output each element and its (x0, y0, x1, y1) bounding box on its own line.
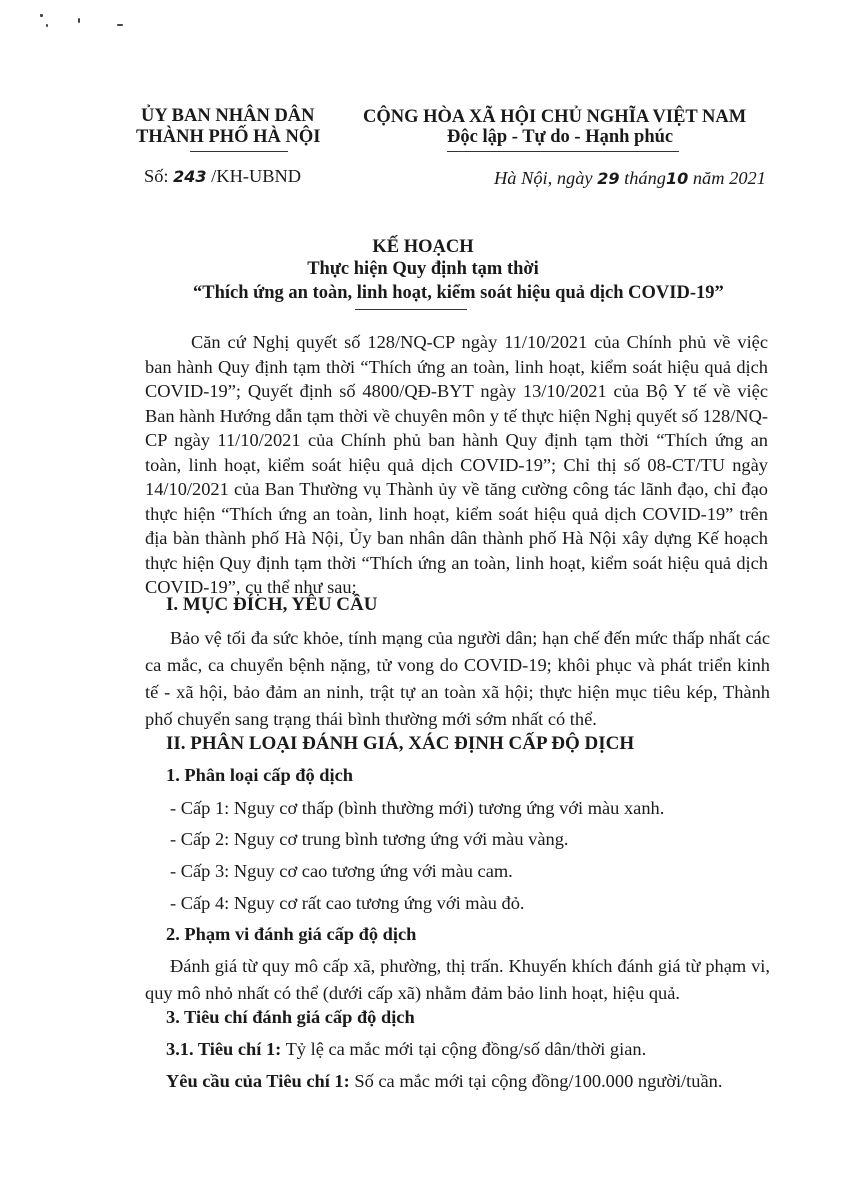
plan-subtitle-1: Thực hiện Quy định tạm thời (307, 259, 539, 279)
scan-mark (40, 14, 43, 17)
requirement-text: Số ca mắc mới tại cộng đồng/100.000 người/tuần. (354, 1071, 723, 1091)
agency-underline (190, 151, 288, 152)
scan-mark (78, 18, 80, 23)
level-item: - Cấp 4: Nguy cơ rất cao tương ứng với màu đỏ. (170, 893, 525, 913)
section-1-body: Bảo vệ tối đa sức khỏe, tính mạng của người dân; hạn chế đến mức thấp nhất các ca mắc, ca chuyển bệnh nặng, tử vong do COVID-19; khôi phục và phát triển kinh tế - xã hội, bảo đảm an ninh, trật tự an toàn xã hội; thực hiện mục tiêu kép, Thành phố chuyển sang trạng thái bình thường mới sớm nhất có thể. (145, 628, 770, 729)
title-underline (355, 309, 467, 310)
scan-mark (46, 24, 48, 27)
document-date: Hà Nội, ngày 29 tháng10 năm 2021 (494, 168, 766, 188)
plan-title: KẾ HOẠCH (372, 237, 474, 257)
document-number-handwritten: 243 (173, 167, 207, 186)
criterion-1-text: Tỷ lệ ca mắc mới tại cộng đồng/số dân/thời gian. (285, 1039, 647, 1059)
document-number: Số: 243 /KH-UBND (144, 166, 302, 186)
section-1-heading: I. MỤC ĐÍCH, YÊU CẦU (166, 594, 378, 615)
subsection-2-body: Đánh giá từ quy mô cấp xã, phường, thị trấn. Khuyến khích đánh giá từ phạm vi, quy mô nhỏ nhất có thể (dưới cấp xã) nhằm đảm bảo linh hoạt, hiệu quả. (145, 956, 770, 1003)
plan-subtitle-2: “Thích ứng an toàn, linh hoạt, kiểm soát hiệu quả dịch COVID-19” (193, 283, 724, 303)
date-day-handwritten: 29 (597, 169, 620, 188)
intro-paragraph: Căn cứ Nghị quyết số 128/NQ-CP ngày 11/10/2021 của Chính phủ về việc ban hành Quy định tạm thời “Thích ứng an toàn, linh hoạt, kiểm soát hiệu quả dịch COVID-19”; Quyết định số 4800/QĐ-BYT ngày 13/10/2021 của Bộ Y tế về việc Ban hành Hướng dẫn tạm thời về chuyên môn y tế thực hiện Nghị quyết số 128/NQ-CP ngày 11/10/2021 của Chính phủ ban hành Quy định tạm thời “Thích ứng an toàn, linh hoạt, kiểm soát hiệu quả dịch COVID-19”; Chỉ thị số 08-CT/TU ngày 14/10/2021 của Ban Thường vụ Thành ủy về tăng cường công tác lãnh đạo, chỉ đạo thực hiện “Thích ứng an toàn, linh hoạt, kiểm soát hiệu quả dịch COVID-19” trên địa bàn thành phố Hà Nội, Ủy ban nhân dân thành phố Hà Nội xây dựng Kế hoạch thực hiện Quy định tạm thời “Thích ứng an toàn, linh hoạt, kiểm soát hiệu quả dịch COVID-19”, cụ thể như sau: (145, 332, 768, 597)
requirement-label: Yêu cầu của Tiêu chí 1: (166, 1071, 350, 1091)
date-month-handwritten: 10 (665, 169, 689, 188)
scan-mark (117, 24, 123, 26)
agency-name: ỦY BAN NHÂN DÂN (141, 106, 315, 126)
nation-title: CỘNG HÒA XÃ HỘI CHỦ NGHĨA VIỆT NAM (363, 107, 747, 127)
criterion-1-label: 3.1. Tiêu chí 1: (166, 1039, 282, 1059)
section-2-heading: II. PHÂN LOẠI ĐÁNH GIÁ, XÁC ĐỊNH CẤP ĐỘ DỊCH (166, 733, 635, 754)
level-item: - Cấp 1: Nguy cơ thấp (bình thường mới) tương ứng với màu xanh. (170, 798, 665, 818)
level-item: - Cấp 2: Nguy cơ trung bình tương ứng với màu vàng. (170, 829, 569, 849)
level-item: - Cấp 3: Nguy cơ cao tương ứng với màu cam. (170, 861, 513, 881)
criterion-1-requirement (166, 1071, 722, 1092)
criterion-1 (166, 1039, 646, 1060)
subsection-2-heading: 2. Phạm vi đánh giá cấp độ dịch (166, 924, 417, 944)
motto-underline (447, 151, 679, 152)
subsection-1-heading: 1. Phân loại cấp độ dịch (166, 765, 354, 785)
nation-motto: Độc lập - Tự do - Hạnh phúc (447, 127, 674, 147)
agency-city: THÀNH PHỐ HÀ NỘI (136, 127, 321, 147)
subsection-3-heading: 3. Tiêu chí đánh giá cấp độ dịch (166, 1007, 415, 1027)
